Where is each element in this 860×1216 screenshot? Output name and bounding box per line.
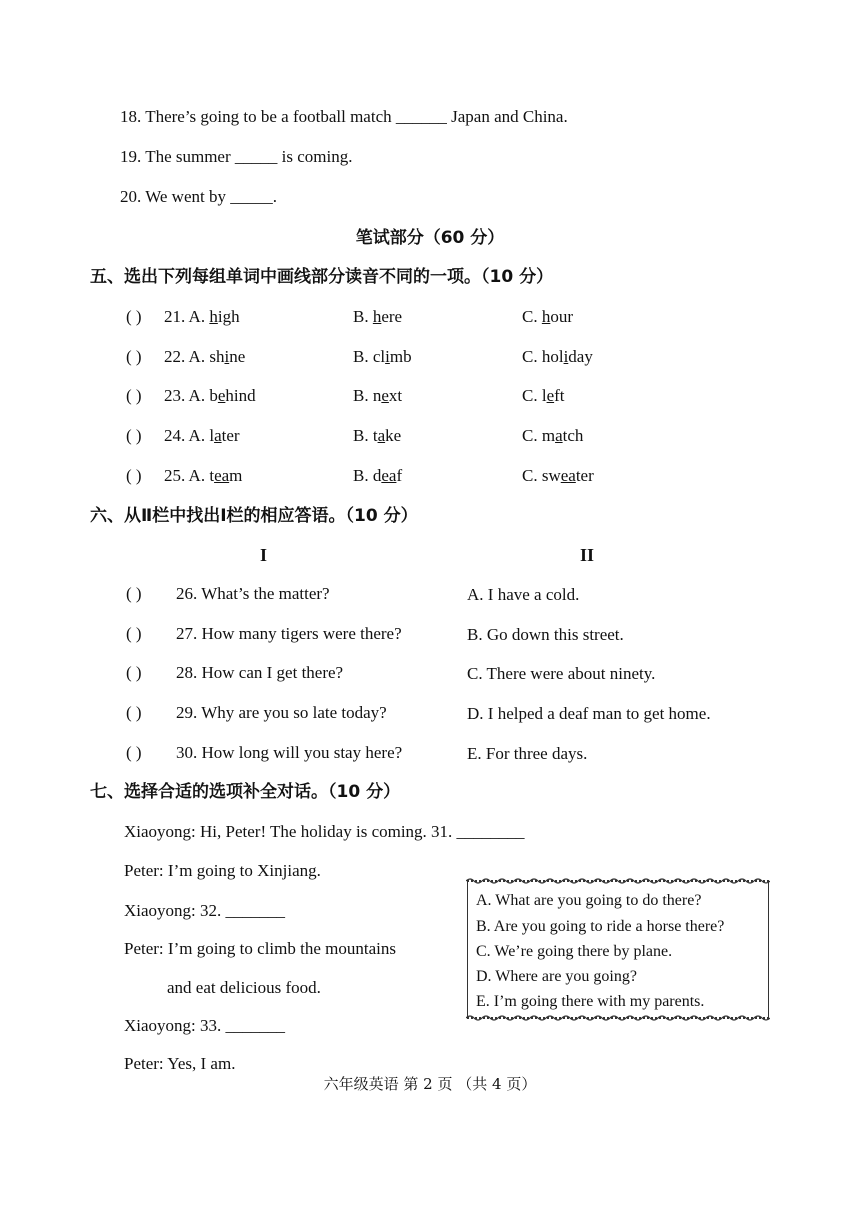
underlined-letters: h xyxy=(541,307,551,326)
word-option-c xyxy=(522,347,593,367)
underlined-letters: a xyxy=(377,426,386,445)
word-part: B. xyxy=(353,307,373,326)
underlined-letters: a xyxy=(555,426,563,445)
dialogue-line-1: Xiaoyong: Hi, Peter! The holiday is coming. 31. ________ xyxy=(124,822,525,841)
word-part: 22. A. sh xyxy=(164,347,225,366)
underlined-letters: i xyxy=(385,347,390,366)
section-7-title: 七、选择合适的选项补全对话。（10 分） xyxy=(90,782,401,802)
option-a: A. What are you going to do there? xyxy=(476,892,702,909)
answer-blank: ( ) xyxy=(126,307,142,326)
word-part: C. l xyxy=(522,386,547,405)
answer-item: C. There were about ninety. xyxy=(467,664,656,683)
option-c: C. We’re going there by plane. xyxy=(476,943,673,960)
underlined-letters: ea xyxy=(560,466,576,485)
word-part: ere xyxy=(381,307,403,326)
answer-blank: ( ) xyxy=(126,584,142,603)
underlined-letters: e xyxy=(546,386,555,405)
word-part: 25. A. t xyxy=(164,466,215,485)
section-5-title: 五、选出下列每组单词中画线部分读音不同的一项。（10 分） xyxy=(90,267,554,287)
question-18: 18. There’s going to be a football match ______ Japan and China. xyxy=(120,107,568,126)
dialogue-line-4: Peter: I’m going to climb the mountains xyxy=(124,939,396,958)
option-e: E. I’m going there with my parents. xyxy=(476,993,705,1010)
answer-blank: ( ) xyxy=(126,426,142,445)
underlined-letters: i xyxy=(224,347,230,366)
option-b: B. Are you going to ride a horse there? xyxy=(476,918,725,935)
answer-blank: ( ) xyxy=(126,663,142,682)
word-part: 24. A. l xyxy=(164,426,215,445)
word-part: ne xyxy=(229,347,246,366)
word-option-a xyxy=(164,386,256,406)
word-part: hind xyxy=(225,386,256,405)
answer-blank: ( ) xyxy=(126,386,142,405)
word-part: igh xyxy=(217,307,240,326)
word-part: ft xyxy=(554,386,565,405)
word-part: our xyxy=(550,307,574,326)
question-item: 27. How many tigers were there? xyxy=(176,624,402,643)
section-6-title: 六、从Ⅱ栏中找出Ⅰ栏的相应答语。（10 分） xyxy=(90,506,418,526)
wavy-border-bottom xyxy=(466,1014,770,1022)
word-part: C. m xyxy=(522,426,556,445)
word-option-c xyxy=(522,426,583,446)
dialogue-line-5: and eat delicious food. xyxy=(167,978,321,997)
dialogue-line-2: Peter: I’m going to Xinjiang. xyxy=(124,861,321,880)
written-part-title: 笔试部分（60 分） xyxy=(355,228,505,248)
answer-item: A. I have a cold. xyxy=(467,585,580,604)
word-option-a xyxy=(164,347,245,367)
word-part: m xyxy=(229,466,243,485)
word-option-b xyxy=(353,386,402,406)
question-20: 20. We went by _____. xyxy=(120,187,277,206)
word-part: B. t xyxy=(353,426,378,445)
word-option-b xyxy=(353,307,402,327)
word-part: 23. A. b xyxy=(164,386,218,405)
underlined-letters: a xyxy=(214,426,222,445)
answer-item: B. Go down this street. xyxy=(467,625,624,644)
dialogue-line-7: Peter: Yes, I am. xyxy=(124,1054,236,1073)
wavy-border-top xyxy=(466,877,770,885)
word-part: day xyxy=(568,347,593,366)
word-part: C. sw xyxy=(522,466,561,485)
question-item: 26. What’s the matter? xyxy=(176,584,330,603)
word-option-a xyxy=(164,466,242,486)
question-item: 28. How can I get there? xyxy=(176,663,344,682)
underlined-letters: i xyxy=(563,347,569,366)
word-part: mb xyxy=(389,347,412,366)
word-option-c xyxy=(522,386,565,406)
answer-blank: ( ) xyxy=(126,703,142,722)
underlined-letters: e xyxy=(217,386,226,405)
answer-blank: ( ) xyxy=(126,624,142,643)
answer-blank: ( ) xyxy=(126,743,142,762)
word-option-c xyxy=(522,307,573,327)
word-part: ter xyxy=(575,466,594,485)
word-option-b xyxy=(353,426,401,446)
word-part: C. xyxy=(522,307,542,326)
word-part: xt xyxy=(388,386,403,405)
word-part: 21. A. xyxy=(164,307,210,326)
dialogue-line-6: Xiaoyong: 33. _______ xyxy=(124,1016,286,1035)
column-1-header: I xyxy=(260,545,268,565)
word-option-b xyxy=(353,347,412,367)
word-option-a xyxy=(164,426,240,446)
word-part: C. hol xyxy=(522,347,564,366)
answer-blank: ( ) xyxy=(126,466,142,485)
option-d: D. Where are you going? xyxy=(476,968,637,985)
word-option-c xyxy=(522,466,594,486)
column-2-header: II xyxy=(580,545,595,565)
answer-item: D. I helped a deaf man to get home. xyxy=(467,704,711,723)
answer-item: E. For three days. xyxy=(467,744,588,763)
word-part: f xyxy=(396,466,403,485)
underlined-letters: ea xyxy=(214,466,230,485)
underlined-letters: h xyxy=(372,307,382,326)
question-item: 30. How long will you stay here? xyxy=(176,743,403,762)
word-part: B. n xyxy=(353,386,382,405)
word-part: tch xyxy=(562,426,584,445)
underlined-letters: e xyxy=(381,386,389,405)
word-option-b xyxy=(353,466,402,486)
page-footer: 六年级英语 第 2 页 （共 4 页） xyxy=(323,1075,537,1093)
word-option-a xyxy=(164,307,240,327)
underlined-letters: h xyxy=(209,307,218,326)
dialogue-line-3: Xiaoyong: 32. _______ xyxy=(124,901,286,920)
word-part: B. cl xyxy=(353,347,386,366)
answer-blank: ( ) xyxy=(126,347,142,366)
word-part: B. d xyxy=(353,466,382,485)
question-item: 29. Why are you so late today? xyxy=(176,703,387,722)
question-19: 19. The summer _____ is coming. xyxy=(120,147,353,166)
word-part: ter xyxy=(221,426,240,445)
word-part: ke xyxy=(385,426,402,445)
underlined-letters: ea xyxy=(381,466,397,485)
options-box xyxy=(467,880,769,1019)
